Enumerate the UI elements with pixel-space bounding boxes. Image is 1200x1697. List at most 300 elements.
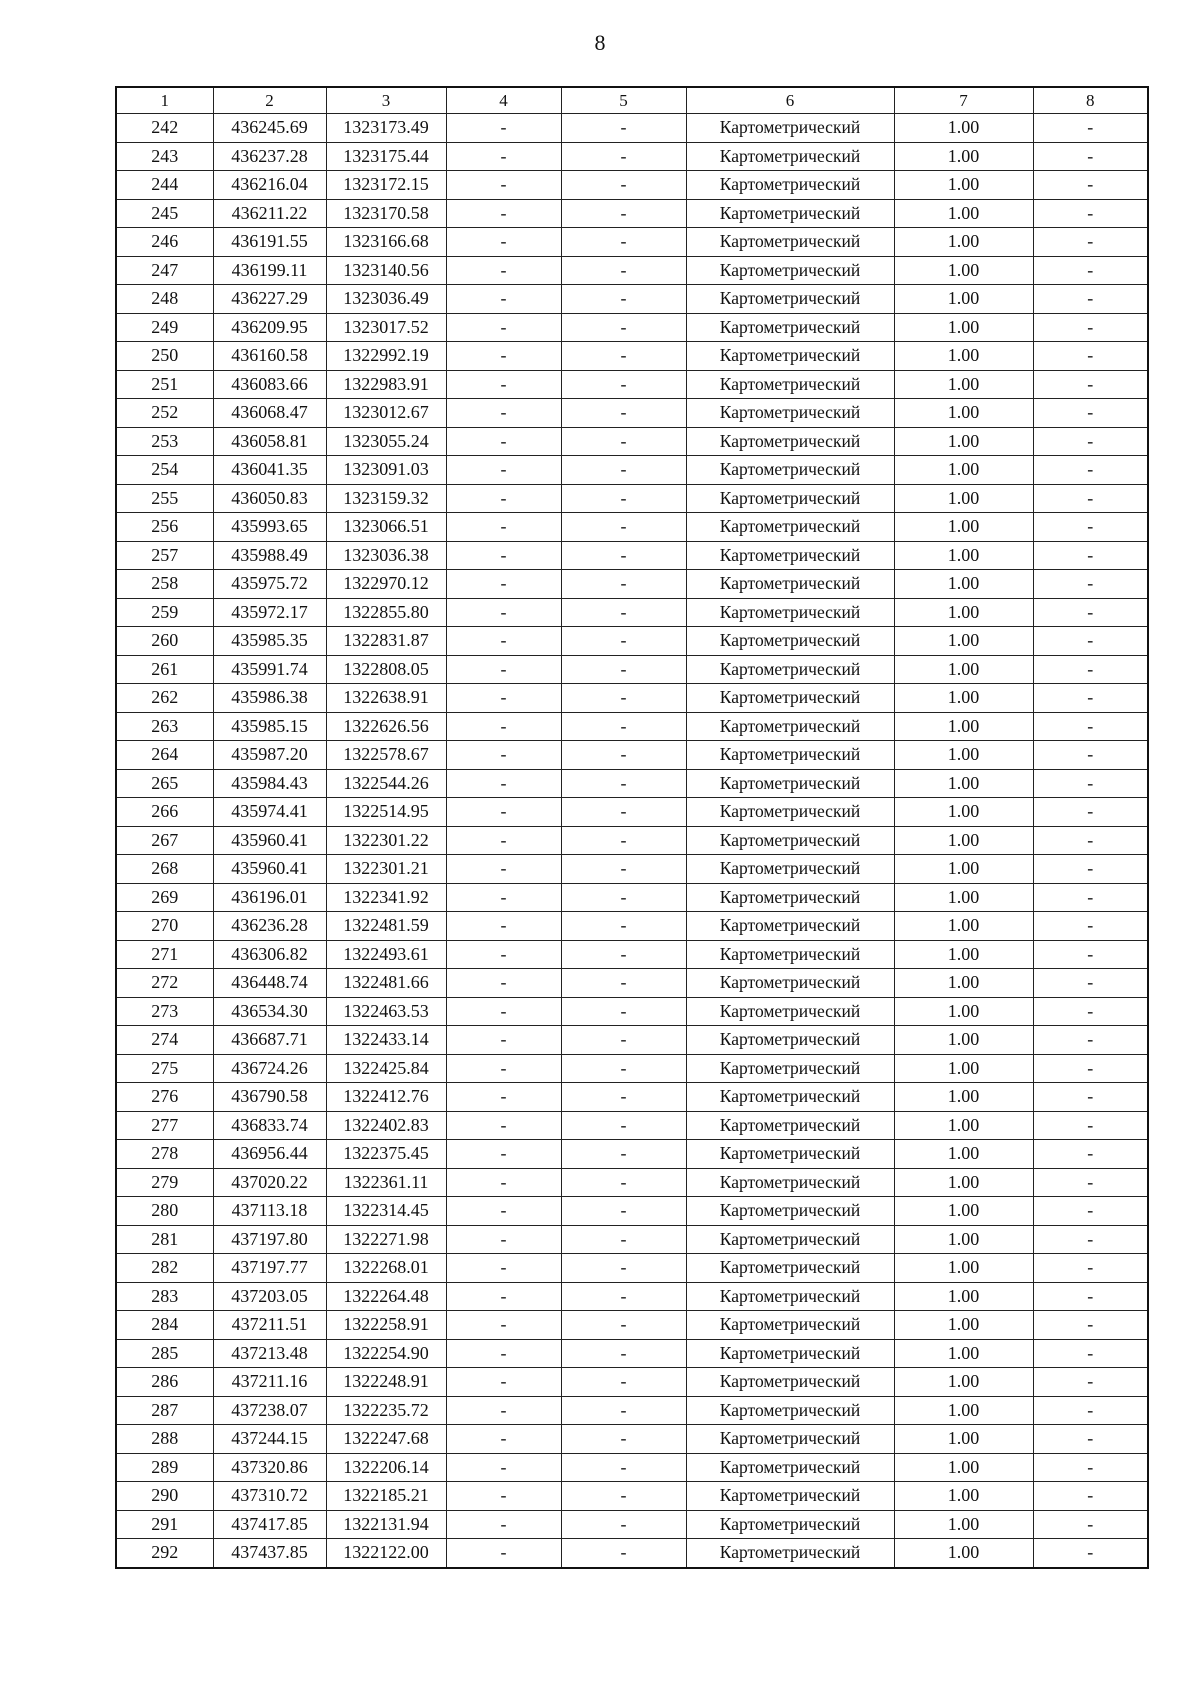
column-4-cell: - bbox=[446, 912, 561, 941]
column-4-cell: - bbox=[446, 484, 561, 513]
column-4-cell: - bbox=[446, 1140, 561, 1169]
method-cell: Картометрический bbox=[686, 1453, 894, 1482]
column-5-cell: - bbox=[561, 484, 686, 513]
column-5-cell: - bbox=[561, 1140, 686, 1169]
column-4-cell: - bbox=[446, 1225, 561, 1254]
column-4-cell: - bbox=[446, 997, 561, 1026]
y-coordinate-cell: 1322493.61 bbox=[326, 940, 446, 969]
column-8-cell: - bbox=[1033, 712, 1148, 741]
table-row bbox=[116, 513, 1148, 542]
accuracy-cell: 1.00 bbox=[894, 912, 1033, 941]
coordinates-table bbox=[115, 86, 1149, 1569]
column-8-cell: - bbox=[1033, 313, 1148, 342]
method-cell: Картометрический bbox=[686, 513, 894, 542]
y-coordinate-cell: 1322626.56 bbox=[326, 712, 446, 741]
point-number-cell: 253 bbox=[116, 427, 213, 456]
accuracy-cell: 1.00 bbox=[894, 1368, 1033, 1397]
column-5-cell: - bbox=[561, 513, 686, 542]
table-row bbox=[116, 1282, 1148, 1311]
y-coordinate-cell: 1322131.94 bbox=[326, 1510, 446, 1539]
table-row bbox=[116, 1083, 1148, 1112]
y-coordinate-cell: 1322992.19 bbox=[326, 342, 446, 371]
point-number-cell: 273 bbox=[116, 997, 213, 1026]
column-5-cell: - bbox=[561, 570, 686, 599]
x-coordinate-cell: 436160.58 bbox=[213, 342, 326, 371]
x-coordinate-cell: 436227.29 bbox=[213, 285, 326, 314]
accuracy-cell: 1.00 bbox=[894, 1282, 1033, 1311]
column-4-cell: - bbox=[446, 1539, 561, 1568]
x-coordinate-cell: 436068.47 bbox=[213, 399, 326, 428]
point-number-cell: 261 bbox=[116, 655, 213, 684]
point-number-cell: 277 bbox=[116, 1111, 213, 1140]
accuracy-cell: 1.00 bbox=[894, 1225, 1033, 1254]
column-8-cell: - bbox=[1033, 171, 1148, 200]
column-4-cell: - bbox=[446, 1510, 561, 1539]
y-coordinate-cell: 1323036.49 bbox=[326, 285, 446, 314]
table-row bbox=[116, 370, 1148, 399]
column-4-cell: - bbox=[446, 256, 561, 285]
method-cell: Картометрический bbox=[686, 256, 894, 285]
y-coordinate-cell: 1322463.53 bbox=[326, 997, 446, 1026]
table-row bbox=[116, 114, 1148, 143]
column-5-cell: - bbox=[561, 1425, 686, 1454]
point-number-cell: 248 bbox=[116, 285, 213, 314]
column-5-cell: - bbox=[561, 1339, 686, 1368]
y-coordinate-cell: 1322481.59 bbox=[326, 912, 446, 941]
accuracy-cell: 1.00 bbox=[894, 826, 1033, 855]
point-number-cell: 255 bbox=[116, 484, 213, 513]
y-coordinate-cell: 1322433.14 bbox=[326, 1026, 446, 1055]
column-4-cell: - bbox=[446, 741, 561, 770]
column-5-cell: - bbox=[561, 142, 686, 171]
accuracy-cell: 1.00 bbox=[894, 883, 1033, 912]
x-coordinate-cell: 435984.43 bbox=[213, 769, 326, 798]
column-4-cell: - bbox=[446, 969, 561, 998]
x-coordinate-cell: 436790.58 bbox=[213, 1083, 326, 1112]
table-row bbox=[116, 1539, 1148, 1568]
y-coordinate-cell: 1323012.67 bbox=[326, 399, 446, 428]
method-cell: Картометрический bbox=[686, 484, 894, 513]
x-coordinate-cell: 436211.22 bbox=[213, 199, 326, 228]
column-5-cell: - bbox=[561, 1510, 686, 1539]
y-coordinate-cell: 1323175.44 bbox=[326, 142, 446, 171]
y-coordinate-cell: 1323066.51 bbox=[326, 513, 446, 542]
column-8-cell: - bbox=[1033, 1368, 1148, 1397]
column-5-cell: - bbox=[561, 1054, 686, 1083]
column-5-cell: - bbox=[561, 1225, 686, 1254]
x-coordinate-cell: 436724.26 bbox=[213, 1054, 326, 1083]
column-header: 2 bbox=[213, 87, 326, 114]
point-number-cell: 282 bbox=[116, 1254, 213, 1283]
table-header-row bbox=[116, 87, 1148, 114]
accuracy-cell: 1.00 bbox=[894, 1197, 1033, 1226]
x-coordinate-cell: 437238.07 bbox=[213, 1396, 326, 1425]
x-coordinate-cell: 436236.28 bbox=[213, 912, 326, 941]
column-4-cell: - bbox=[446, 285, 561, 314]
column-8-cell: - bbox=[1033, 484, 1148, 513]
column-4-cell: - bbox=[446, 940, 561, 969]
y-coordinate-cell: 1323166.68 bbox=[326, 228, 446, 257]
column-4-cell: - bbox=[446, 142, 561, 171]
column-4-cell: - bbox=[446, 513, 561, 542]
x-coordinate-cell: 436209.95 bbox=[213, 313, 326, 342]
table-row bbox=[116, 997, 1148, 1026]
x-coordinate-cell: 437211.51 bbox=[213, 1311, 326, 1340]
accuracy-cell: 1.00 bbox=[894, 228, 1033, 257]
method-cell: Картометрический bbox=[686, 313, 894, 342]
column-8-cell: - bbox=[1033, 883, 1148, 912]
x-coordinate-cell: 435987.20 bbox=[213, 741, 326, 770]
point-number-cell: 260 bbox=[116, 627, 213, 656]
column-8-cell: - bbox=[1033, 826, 1148, 855]
accuracy-cell: 1.00 bbox=[894, 684, 1033, 713]
table-row bbox=[116, 1339, 1148, 1368]
column-5-cell: - bbox=[561, 1254, 686, 1283]
method-cell: Картометрический bbox=[686, 541, 894, 570]
accuracy-cell: 1.00 bbox=[894, 456, 1033, 485]
column-8-cell: - bbox=[1033, 228, 1148, 257]
column-8-cell: - bbox=[1033, 256, 1148, 285]
point-number-cell: 278 bbox=[116, 1140, 213, 1169]
accuracy-cell: 1.00 bbox=[894, 114, 1033, 143]
y-coordinate-cell: 1322271.98 bbox=[326, 1225, 446, 1254]
x-coordinate-cell: 437211.16 bbox=[213, 1368, 326, 1397]
column-8-cell: - bbox=[1033, 1225, 1148, 1254]
table-row bbox=[116, 171, 1148, 200]
point-number-cell: 292 bbox=[116, 1539, 213, 1568]
column-5-cell: - bbox=[561, 712, 686, 741]
table-row bbox=[116, 199, 1148, 228]
y-coordinate-cell: 1322402.83 bbox=[326, 1111, 446, 1140]
column-8-cell: - bbox=[1033, 627, 1148, 656]
column-header: 6 bbox=[686, 87, 894, 114]
accuracy-cell: 1.00 bbox=[894, 1054, 1033, 1083]
point-number-cell: 269 bbox=[116, 883, 213, 912]
method-cell: Картометрический bbox=[686, 285, 894, 314]
accuracy-cell: 1.00 bbox=[894, 484, 1033, 513]
table-row bbox=[116, 1453, 1148, 1482]
method-cell: Картометрический bbox=[686, 228, 894, 257]
column-4-cell: - bbox=[446, 1396, 561, 1425]
point-number-cell: 287 bbox=[116, 1396, 213, 1425]
accuracy-cell: 1.00 bbox=[894, 627, 1033, 656]
column-4-cell: - bbox=[446, 1453, 561, 1482]
table-row bbox=[116, 769, 1148, 798]
method-cell: Картометрический bbox=[686, 912, 894, 941]
x-coordinate-cell: 435993.65 bbox=[213, 513, 326, 542]
column-5-cell: - bbox=[561, 627, 686, 656]
x-coordinate-cell: 435985.35 bbox=[213, 627, 326, 656]
y-coordinate-cell: 1322301.21 bbox=[326, 855, 446, 884]
column-8-cell: - bbox=[1033, 769, 1148, 798]
table-row bbox=[116, 912, 1148, 941]
method-cell: Картометрический bbox=[686, 741, 894, 770]
point-number-cell: 267 bbox=[116, 826, 213, 855]
column-8-cell: - bbox=[1033, 513, 1148, 542]
method-cell: Картометрический bbox=[686, 969, 894, 998]
column-5-cell: - bbox=[561, 1482, 686, 1511]
column-8-cell: - bbox=[1033, 1054, 1148, 1083]
accuracy-cell: 1.00 bbox=[894, 570, 1033, 599]
column-8-cell: - bbox=[1033, 1168, 1148, 1197]
column-5-cell: - bbox=[561, 256, 686, 285]
point-number-cell: 270 bbox=[116, 912, 213, 941]
point-number-cell: 256 bbox=[116, 513, 213, 542]
y-coordinate-cell: 1323173.49 bbox=[326, 114, 446, 143]
point-number-cell: 251 bbox=[116, 370, 213, 399]
y-coordinate-cell: 1322983.91 bbox=[326, 370, 446, 399]
column-8-cell: - bbox=[1033, 1111, 1148, 1140]
y-coordinate-cell: 1322970.12 bbox=[326, 570, 446, 599]
method-cell: Картометрический bbox=[686, 1054, 894, 1083]
column-4-cell: - bbox=[446, 370, 561, 399]
table-row bbox=[116, 883, 1148, 912]
x-coordinate-cell: 436534.30 bbox=[213, 997, 326, 1026]
point-number-cell: 258 bbox=[116, 570, 213, 599]
column-4-cell: - bbox=[446, 1339, 561, 1368]
method-cell: Картометрический bbox=[686, 1083, 894, 1112]
column-4-cell: - bbox=[446, 1311, 561, 1340]
column-8-cell: - bbox=[1033, 1510, 1148, 1539]
x-coordinate-cell: 435960.41 bbox=[213, 826, 326, 855]
column-4-cell: - bbox=[446, 1026, 561, 1055]
y-coordinate-cell: 1322247.68 bbox=[326, 1425, 446, 1454]
x-coordinate-cell: 437310.72 bbox=[213, 1482, 326, 1511]
x-coordinate-cell: 436306.82 bbox=[213, 940, 326, 969]
point-number-cell: 244 bbox=[116, 171, 213, 200]
y-coordinate-cell: 1322808.05 bbox=[326, 655, 446, 684]
column-5-cell: - bbox=[561, 798, 686, 827]
accuracy-cell: 1.00 bbox=[894, 171, 1033, 200]
column-8-cell: - bbox=[1033, 399, 1148, 428]
table-row bbox=[116, 712, 1148, 741]
method-cell: Картометрический bbox=[686, 940, 894, 969]
point-number-cell: 265 bbox=[116, 769, 213, 798]
x-coordinate-cell: 437020.22 bbox=[213, 1168, 326, 1197]
y-coordinate-cell: 1322481.66 bbox=[326, 969, 446, 998]
x-coordinate-cell: 436448.74 bbox=[213, 969, 326, 998]
x-coordinate-cell: 436041.35 bbox=[213, 456, 326, 485]
accuracy-cell: 1.00 bbox=[894, 256, 1033, 285]
x-coordinate-cell: 436083.66 bbox=[213, 370, 326, 399]
y-coordinate-cell: 1322122.00 bbox=[326, 1539, 446, 1568]
x-coordinate-cell: 436687.71 bbox=[213, 1026, 326, 1055]
column-5-cell: - bbox=[561, 1539, 686, 1568]
column-5-cell: - bbox=[561, 598, 686, 627]
accuracy-cell: 1.00 bbox=[894, 342, 1033, 371]
x-coordinate-cell: 436199.11 bbox=[213, 256, 326, 285]
accuracy-cell: 1.00 bbox=[894, 513, 1033, 542]
page-number: 8 bbox=[594, 30, 606, 55]
table-row bbox=[116, 142, 1148, 171]
point-number-cell: 254 bbox=[116, 456, 213, 485]
x-coordinate-cell: 436245.69 bbox=[213, 114, 326, 143]
point-number-cell: 242 bbox=[116, 114, 213, 143]
method-cell: Картометрический bbox=[686, 1254, 894, 1283]
point-number-cell: 289 bbox=[116, 1453, 213, 1482]
column-4-cell: - bbox=[446, 684, 561, 713]
y-coordinate-cell: 1322185.21 bbox=[326, 1482, 446, 1511]
y-coordinate-cell: 1322412.76 bbox=[326, 1083, 446, 1112]
point-number-cell: 279 bbox=[116, 1168, 213, 1197]
method-cell: Картометрический bbox=[686, 1368, 894, 1397]
column-5-cell: - bbox=[561, 684, 686, 713]
column-4-cell: - bbox=[446, 655, 561, 684]
column-8-cell: - bbox=[1033, 427, 1148, 456]
column-4-cell: - bbox=[446, 1482, 561, 1511]
y-coordinate-cell: 1322206.14 bbox=[326, 1453, 446, 1482]
column-8-cell: - bbox=[1033, 142, 1148, 171]
column-5-cell: - bbox=[561, 1026, 686, 1055]
column-4-cell: - bbox=[446, 826, 561, 855]
x-coordinate-cell: 436191.55 bbox=[213, 228, 326, 257]
table-row bbox=[116, 399, 1148, 428]
point-number-cell: 283 bbox=[116, 1282, 213, 1311]
table-row bbox=[116, 427, 1148, 456]
accuracy-cell: 1.00 bbox=[894, 199, 1033, 228]
column-8-cell: - bbox=[1033, 541, 1148, 570]
column-8-cell: - bbox=[1033, 1254, 1148, 1283]
column-4-cell: - bbox=[446, 1282, 561, 1311]
point-number-cell: 290 bbox=[116, 1482, 213, 1511]
column-header: 7 bbox=[894, 87, 1033, 114]
y-coordinate-cell: 1323055.24 bbox=[326, 427, 446, 456]
accuracy-cell: 1.00 bbox=[894, 1482, 1033, 1511]
method-cell: Картометрический bbox=[686, 1197, 894, 1226]
method-cell: Картометрический bbox=[686, 456, 894, 485]
x-coordinate-cell: 436237.28 bbox=[213, 142, 326, 171]
point-number-cell: 268 bbox=[116, 855, 213, 884]
table-row bbox=[116, 1054, 1148, 1083]
method-cell: Картометрический bbox=[686, 1539, 894, 1568]
column-8-cell: - bbox=[1033, 741, 1148, 770]
x-coordinate-cell: 437197.77 bbox=[213, 1254, 326, 1283]
method-cell: Картометрический bbox=[686, 1282, 894, 1311]
column-8-cell: - bbox=[1033, 1425, 1148, 1454]
method-cell: Картометрический bbox=[686, 1482, 894, 1511]
x-coordinate-cell: 437437.85 bbox=[213, 1539, 326, 1568]
column-4-cell: - bbox=[446, 570, 561, 599]
table-row bbox=[116, 484, 1148, 513]
column-header: 5 bbox=[561, 87, 686, 114]
column-header: 1 bbox=[116, 87, 213, 114]
x-coordinate-cell: 437244.15 bbox=[213, 1425, 326, 1454]
x-coordinate-cell: 435974.41 bbox=[213, 798, 326, 827]
method-cell: Картометрический bbox=[686, 684, 894, 713]
column-5-cell: - bbox=[561, 769, 686, 798]
column-8-cell: - bbox=[1033, 855, 1148, 884]
point-number-cell: 280 bbox=[116, 1197, 213, 1226]
column-8-cell: - bbox=[1033, 1197, 1148, 1226]
column-5-cell: - bbox=[561, 313, 686, 342]
y-coordinate-cell: 1322268.01 bbox=[326, 1254, 446, 1283]
column-8-cell: - bbox=[1033, 570, 1148, 599]
column-8-cell: - bbox=[1033, 199, 1148, 228]
table-row bbox=[116, 1026, 1148, 1055]
column-5-cell: - bbox=[561, 655, 686, 684]
accuracy-cell: 1.00 bbox=[894, 427, 1033, 456]
accuracy-cell: 1.00 bbox=[894, 1539, 1033, 1568]
y-coordinate-cell: 1323140.56 bbox=[326, 256, 446, 285]
column-8-cell: - bbox=[1033, 1140, 1148, 1169]
column-5-cell: - bbox=[561, 912, 686, 941]
column-8-cell: - bbox=[1033, 997, 1148, 1026]
column-5-cell: - bbox=[561, 1111, 686, 1140]
column-4-cell: - bbox=[446, 1083, 561, 1112]
table-row bbox=[116, 1140, 1148, 1169]
column-5-cell: - bbox=[561, 228, 686, 257]
table-row bbox=[116, 228, 1148, 257]
accuracy-cell: 1.00 bbox=[894, 712, 1033, 741]
column-4-cell: - bbox=[446, 456, 561, 485]
method-cell: Картометрический bbox=[686, 769, 894, 798]
table-row bbox=[116, 285, 1148, 314]
x-coordinate-cell: 436833.74 bbox=[213, 1111, 326, 1140]
point-number-cell: 250 bbox=[116, 342, 213, 371]
column-8-cell: - bbox=[1033, 1539, 1148, 1568]
x-coordinate-cell: 436058.81 bbox=[213, 427, 326, 456]
column-5-cell: - bbox=[561, 456, 686, 485]
point-number-cell: 245 bbox=[116, 199, 213, 228]
y-coordinate-cell: 1323036.38 bbox=[326, 541, 446, 570]
accuracy-cell: 1.00 bbox=[894, 741, 1033, 770]
table-row bbox=[116, 342, 1148, 371]
column-4-cell: - bbox=[446, 313, 561, 342]
column-5-cell: - bbox=[561, 1368, 686, 1397]
accuracy-cell: 1.00 bbox=[894, 1140, 1033, 1169]
column-8-cell: - bbox=[1033, 114, 1148, 143]
point-number-cell: 288 bbox=[116, 1425, 213, 1454]
column-4-cell: - bbox=[446, 798, 561, 827]
point-number-cell: 274 bbox=[116, 1026, 213, 1055]
table-row bbox=[116, 1168, 1148, 1197]
point-number-cell: 249 bbox=[116, 313, 213, 342]
method-cell: Картометрический bbox=[686, 1111, 894, 1140]
accuracy-cell: 1.00 bbox=[894, 1111, 1033, 1140]
column-5-cell: - bbox=[561, 741, 686, 770]
y-coordinate-cell: 1323172.15 bbox=[326, 171, 446, 200]
column-5-cell: - bbox=[561, 199, 686, 228]
column-4-cell: - bbox=[446, 1425, 561, 1454]
column-5-cell: - bbox=[561, 940, 686, 969]
column-8-cell: - bbox=[1033, 1339, 1148, 1368]
method-cell: Картометрический bbox=[686, 1311, 894, 1340]
y-coordinate-cell: 1322301.22 bbox=[326, 826, 446, 855]
x-coordinate-cell: 435960.41 bbox=[213, 855, 326, 884]
y-coordinate-cell: 1323159.32 bbox=[326, 484, 446, 513]
accuracy-cell: 1.00 bbox=[894, 1083, 1033, 1112]
method-cell: Картометрический bbox=[686, 826, 894, 855]
point-number-cell: 247 bbox=[116, 256, 213, 285]
y-coordinate-cell: 1322254.90 bbox=[326, 1339, 446, 1368]
table-row bbox=[116, 1311, 1148, 1340]
column-4-cell: - bbox=[446, 114, 561, 143]
y-coordinate-cell: 1322248.91 bbox=[326, 1368, 446, 1397]
method-cell: Картометрический bbox=[686, 1425, 894, 1454]
table-row bbox=[116, 1111, 1148, 1140]
x-coordinate-cell: 437203.05 bbox=[213, 1282, 326, 1311]
y-coordinate-cell: 1322361.11 bbox=[326, 1168, 446, 1197]
column-4-cell: - bbox=[446, 342, 561, 371]
accuracy-cell: 1.00 bbox=[894, 855, 1033, 884]
table-row bbox=[116, 627, 1148, 656]
point-number-cell: 286 bbox=[116, 1368, 213, 1397]
column-8-cell: - bbox=[1033, 1026, 1148, 1055]
point-number-cell: 272 bbox=[116, 969, 213, 998]
column-5-cell: - bbox=[561, 826, 686, 855]
method-cell: Картометрический bbox=[686, 570, 894, 599]
table-row bbox=[116, 256, 1148, 285]
